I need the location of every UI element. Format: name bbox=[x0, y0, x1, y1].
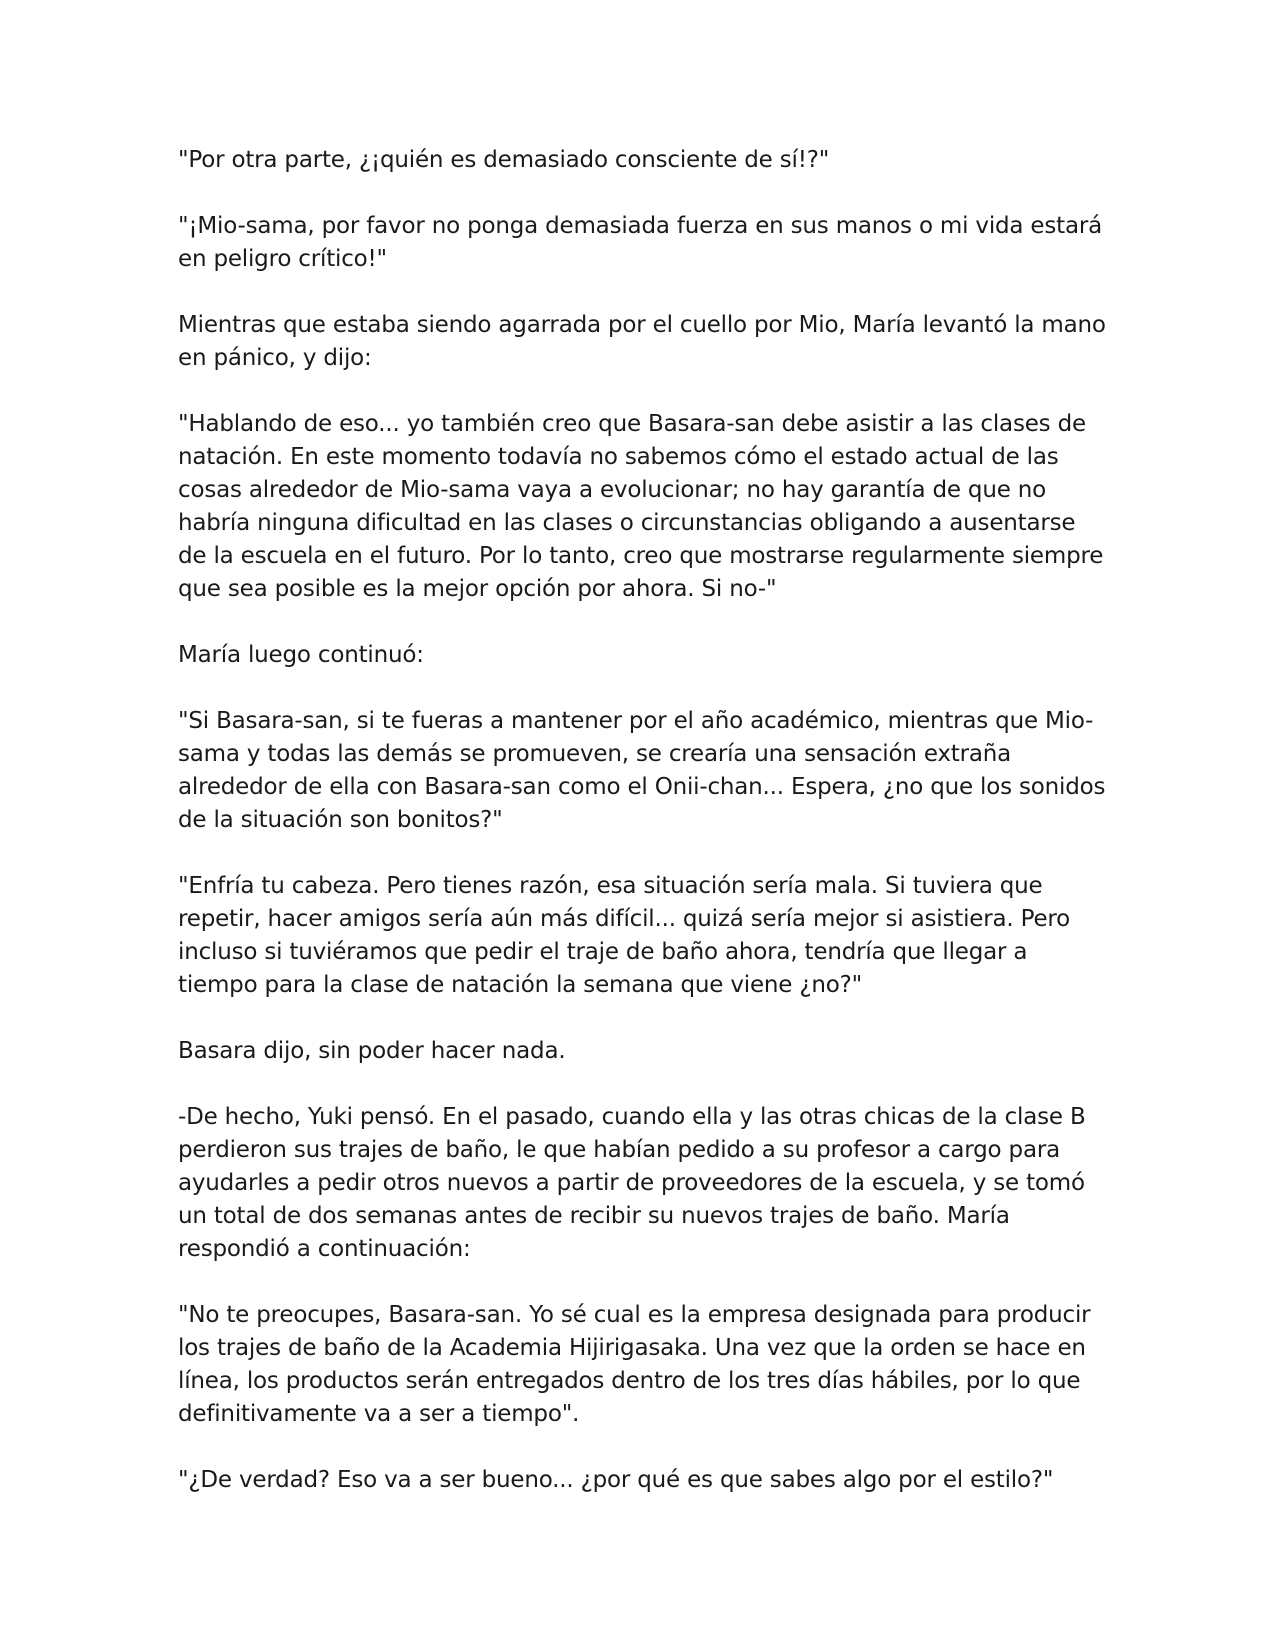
paragraph: "No te preocupes, Basara-san. Yo sé cual es la empresa designada para producir los trajes de baño de la Academia Hijirigasaka. Una vez que la orden se hace en línea, los productos serán entregados dentro de los tres días hábiles, por lo que definitivamente va a ser a tiempo". bbox=[178, 1302, 1091, 1427]
paragraph: "Enfría tu cabeza. Pero tienes razón, esa situación sería mala. Si tuviera que repetir, hacer amigos sería aún más difícil... quizá sería mejor si asistiera. Pero incluso si tuviéramos que pedir el traje de baño ahora, tendría que llegar a tiempo para la clase de natación la semana que viene ¿no?" bbox=[178, 873, 1071, 998]
paragraph: Mientras que estaba siendo agarrada por el cuello por Mio, María levantó la mano en pánico, y dijo: bbox=[178, 312, 1106, 371]
paragraph: María luego continuó: bbox=[178, 642, 424, 668]
paragraph: "¡Mio-sama, por favor no ponga demasiada fuerza en sus manos o mi vida estará en peligro crítico!" bbox=[178, 213, 1103, 272]
paragraph: "Hablando de eso... yo también creo que Basara-san debe asistir a las clases de natación. En este momento todavía no sabemos cómo el estado actual de las cosas alrededor de Mio-sama vaya a evolucionar; no hay garantía de que no habría ninguna dificultad en las clases o circunstancias obligando a ausentarse de la escuela en el futuro. Por lo tanto, creo que mostrarse regularmente siempre que sea posible es la mejor opción por ahora. Si no-" bbox=[178, 411, 1104, 602]
paragraph: -De hecho, Yuki pensó. En el pasado, cuando ella y las otras chicas de la clase B perdieron sus trajes de baño, le que habían pedido a su profesor a cargo para ayudarles a pedir otros nuevos a partir de proveedores de la escuela, y se tomó un total de dos semanas antes de recibir su nuevos trajes de baño. María respondió a continuación: bbox=[178, 1104, 1086, 1262]
document-page bbox=[178, 144, 1108, 1530]
paragraph: "¿De verdad? Eso va a ser bueno... ¿por qué es que sabes algo por el estilo?" bbox=[178, 1467, 1054, 1493]
paragraph: "Por otra parte, ¿¡quién es demasiado consciente de sí!?" bbox=[178, 147, 830, 173]
paragraph: Basara dijo, sin poder hacer nada. bbox=[178, 1038, 566, 1064]
paragraph: "Si Basara-san, si te fueras a mantener por el año académico, mientras que Mio-sama y todas las demás se promueven, se crearía una sensación extraña alrededor de ella con Basara-san como el Onii-chan... Espera, ¿no que los sonidos de la situación son bonitos?" bbox=[178, 708, 1106, 833]
